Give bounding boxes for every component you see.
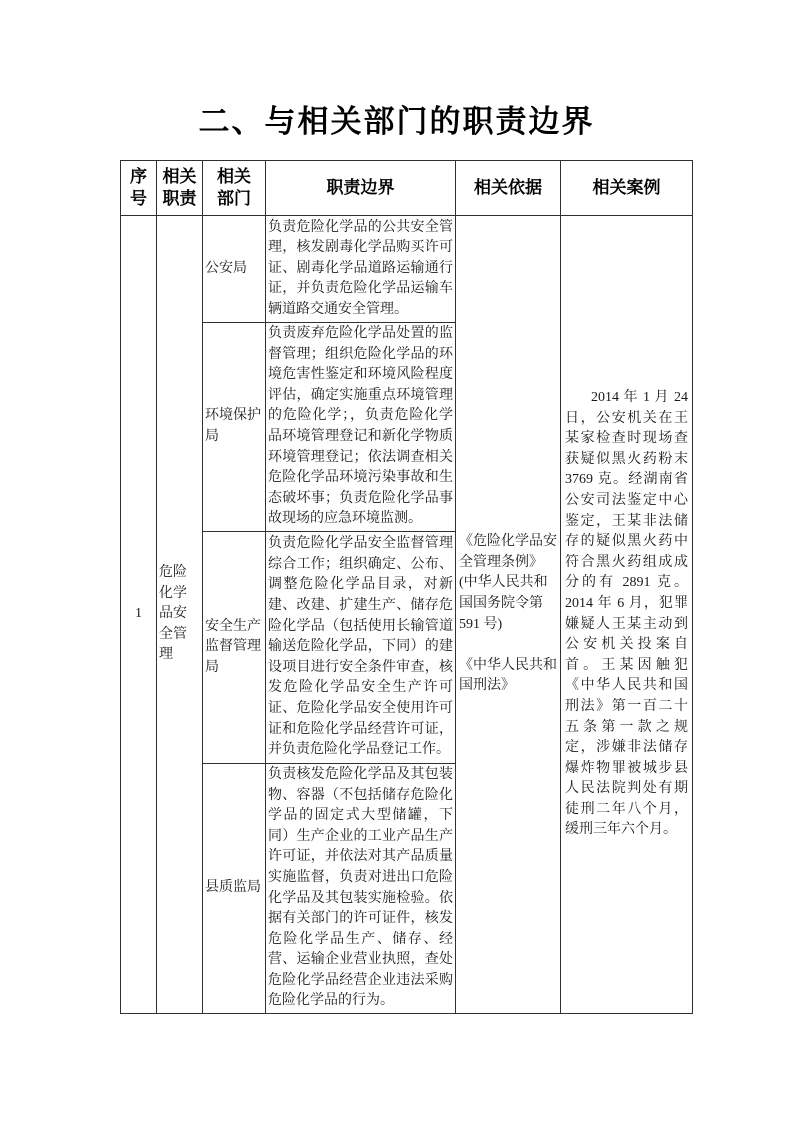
duty-cell: 危险化学品安全管理 (157, 216, 203, 1014)
case-cell (561, 216, 693, 1014)
department-cell: 公安局 (203, 216, 266, 323)
header-label: 序号 (129, 166, 147, 208)
boundary-cell: 负责危险化学品的公共安全管理，核发剧毒化学品购买许可证、剧毒化学品道路运输通行证，并负责危险化学品运输车辆道路交通安全管理。 (266, 216, 456, 323)
header-label: 相关案例 (592, 177, 661, 197)
header-label: 相关职责 (162, 166, 197, 208)
page-title: 二、与相关部门的职责边界 (198, 104, 595, 139)
basis-cell (456, 216, 561, 1014)
header-label: 相关依据 (474, 177, 542, 197)
header-cell-case (561, 161, 693, 216)
responsibility-table (120, 160, 693, 1014)
header-cell-boundary (266, 161, 456, 216)
header-row (121, 161, 693, 216)
header-cell-duty (157, 161, 203, 216)
department-cell: 环境保护局 (203, 323, 266, 532)
boundary-cell: 负责危险化学品安全监督管理综合工作；组织确定、公布、调整危险化学品目录，对新建、改建、扩建生产、储存危险化学品（包括使用长输管道输送危险化学品，下同）的建设项目进行安全条件审查，核发危险化学品安全生产许可证、危险化学品安全使用许可证和危险化学品经营许可证，并负责危险化学品登记工作。 (266, 531, 456, 763)
basis-item: 《危险化学品安全管理条例》(中华人民共和国国务院令第 591 号) (459, 534, 557, 632)
basis-item: 《中华人民共和国刑法》 (459, 657, 557, 694)
header-label: 相关部门 (217, 166, 251, 208)
boundary-cell: 负责废弃危险化学品处置的监督管理；组织危险化学品的环境危害性鉴定和环境风险程度评估，确定实施重点环境管理的危险化学；，负责危险化学品环境管理登记和新化学物质环境管理登记；依法调查相关危险化学品环境污染事故和生态破坏事；负责危险化学品事故现场的应急环境监测。 (266, 323, 456, 532)
table-row (121, 216, 693, 323)
department-cell: 安全生产监督管理局 (203, 531, 266, 763)
row-index-cell: 1 (121, 216, 157, 1014)
boundary-cell: 负责核发危险化学品及其包装物、容器（不包括储存危险化学品的固定式大型储罐，下同）生产企业的工业产品生产许可证，并依法对其产品质量实施监督，负责对进出口危险化学品及其包装实施检验。依据有关部门的许可证件，核发危险化学品生产、储存、经营、运输企业营业执照，查处危险化学品经营企业违法采购危险化学品的行为。 (266, 763, 456, 1013)
header-cell-basis (456, 161, 561, 216)
header-label: 职责边界 (326, 177, 395, 197)
department-cell: 县质监局 (203, 763, 266, 1013)
case-text: 2014 年 1 月 24 日，公安机关在王某家检查时现场查获疑似黑火药粉末 3769 克。经湖南省公安司法鉴定中心鉴定，王某非法储存的疑似黑火药中符合黑火药组成成分的有 2891 克。2014 年 6 月，犯罪嫌疑人王某主动到公安机关投案自首。王某因触犯《中华人民共和国刑法》第一百二十五条第一款之规定，涉嫌非法储存爆炸物罪被城步县人民法院判处有期徒刑二年八个月，缓刑三年六个月。 (565, 390, 688, 838)
header-cell-department (203, 161, 266, 216)
header-cell-index (121, 161, 157, 216)
